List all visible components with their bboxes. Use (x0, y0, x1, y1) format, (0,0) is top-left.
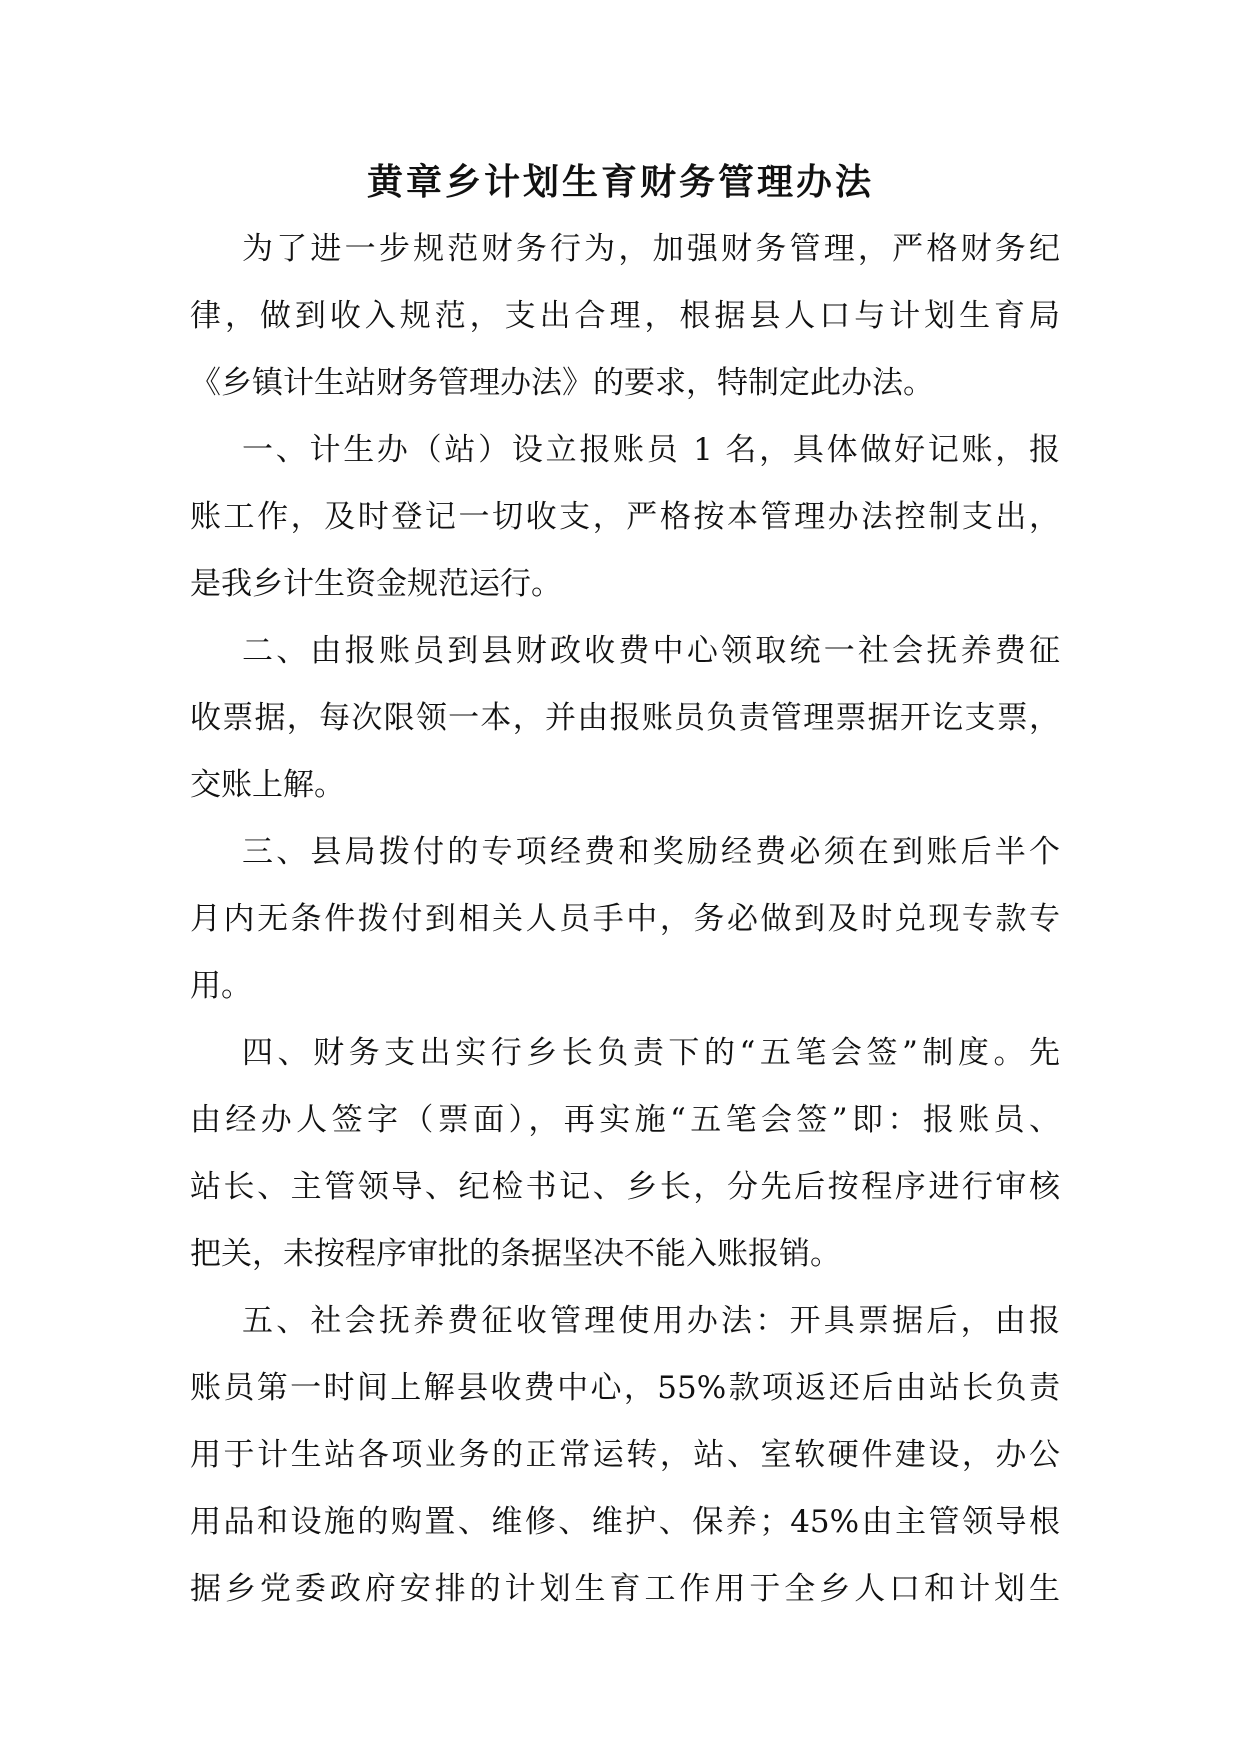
paragraph-line: 四、财务支出实行乡长负责下的“五笔会签”制度。先 (242, 1035, 1060, 1071)
paragraph-section-5 (190, 1297, 1060, 1632)
paragraph-line: 据乡党委政府安排的计划生育工作用于全乡人口和计划生 (190, 1571, 1060, 1607)
paragraph-line: 站长、主管领导、纪检书记、乡长，分先后按程序进行审核 (190, 1169, 1060, 1205)
paragraph-line: 用品和设施的购置、维修、维护、保养；45%由主管领导根 (190, 1504, 1060, 1540)
paragraph-line: 收票据，每次限领一本，并由报账员负责管理票据开讫支票， (190, 700, 1060, 736)
paragraph-line: 用于计生站各项业务的正常运转，站、室软硬件建设，办公 (190, 1437, 1060, 1473)
document-body (190, 225, 1060, 1632)
paragraph-line: 用。 (190, 968, 252, 1004)
document-title: 黄章乡计划生育财务管理办法 (366, 161, 874, 203)
paragraph-line: 律，做到收入规范，支出合理，根据县人口与计划生育局 (190, 298, 1060, 334)
paragraph-section-4 (190, 1029, 1060, 1297)
paragraph-line: 月内无条件拨付到相关人员手中，务必做到及时兑现专款专 (190, 901, 1060, 937)
paragraph-line: 把关，未按程序审批的条据坚决不能入账报销。 (190, 1236, 841, 1272)
paragraph-line: 二、由报账员到县财政收费中心领取统一社会抚养费征 (242, 633, 1060, 669)
paragraph-line: 由经办人签字（票面），再实施“五笔会签”即：报账员、 (190, 1102, 1060, 1138)
paragraph-line: 《乡镇计生站财务管理办法》的要求，特制定此办法。 (190, 365, 934, 401)
paragraph-section-3 (190, 828, 1060, 1029)
paragraph-line: 一、计生办（站）设立报账员 1 名，具体做好记账，报 (242, 432, 1060, 468)
paragraph-intro (190, 225, 1060, 426)
paragraph-line: 三、县局拨付的专项经费和奖励经费必须在到账后半个 (242, 834, 1060, 870)
paragraph-section-2 (190, 627, 1060, 828)
paragraph-line: 账员第一时间上解县收费中心，55%款项返还后由站长负责 (190, 1370, 1060, 1406)
paragraph-line: 为了进一步规范财务行为，加强财务管理，严格财务纪 (242, 231, 1060, 267)
paragraph-section-1 (190, 426, 1060, 627)
paragraph-line: 是我乡计生资金规范运行。 (190, 566, 562, 602)
paragraph-line: 五、社会抚养费征收管理使用办法：开具票据后，由报 (242, 1303, 1060, 1339)
paragraph-line: 账工作，及时登记一切收支，严格按本管理办法控制支出， (190, 499, 1060, 535)
paragraph-line: 交账上解。 (190, 767, 345, 803)
